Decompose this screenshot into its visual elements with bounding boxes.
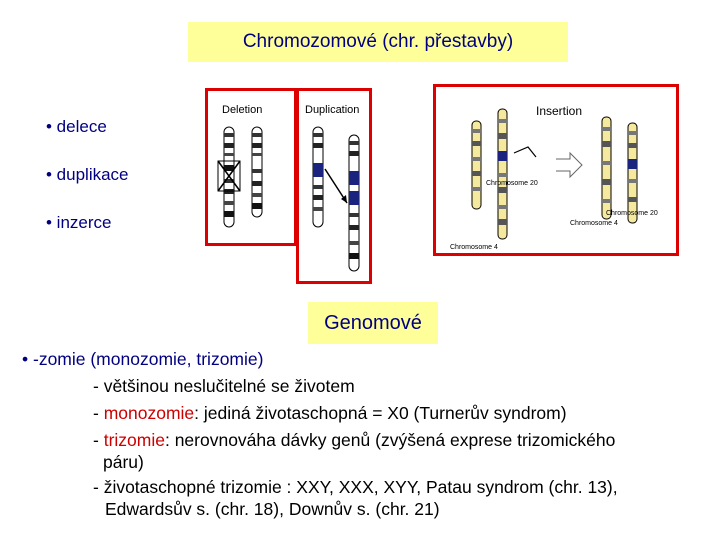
insertion-label: Insertion — [536, 104, 583, 118]
chr20-label-right: Chromosome 20 — [606, 210, 658, 217]
line-monozomie — [93, 403, 567, 425]
chr4-label-left: Chromosome 4 — [450, 244, 498, 251]
bullet-inzerce: • inzerce — [46, 213, 112, 232]
line-paru: páru) — [103, 452, 144, 472]
line-incompatible: - většinou neslučitelné se životem — [93, 376, 355, 396]
line-zomie: • -zomie (monozomie, trizomie) — [22, 349, 264, 369]
chr20-label-left: Chromosome 20 — [486, 180, 538, 187]
line-trizomie-rest: : nerovnováha dávky genů (zvýšená exprese trizomického — [164, 430, 616, 450]
line-trizomie-dash: - — [93, 430, 104, 450]
bullet-delece: • delece — [46, 117, 107, 136]
monozomie-term: monozomie — [103, 403, 195, 423]
slide-title-text: Chromozomové (chr. přestavby) — [242, 31, 514, 52]
line-monozomie-rest: : jediná životaschopná = X0 (Turnerův syndrom) — [194, 403, 567, 423]
line-syndromes: Edwardsův s. (chr. 18), Downův s. (chr. 21) — [105, 499, 440, 519]
line-trizomie — [93, 430, 615, 452]
bullet-duplikace: • duplikace — [46, 165, 129, 184]
chr4-label-right: Chromosome 4 — [570, 220, 618, 227]
deletion-label: Deletion — [222, 104, 263, 116]
trizomie-term: trizomie — [103, 430, 165, 450]
line-monozomie-dash: - — [93, 403, 104, 423]
genomove-heading-text: Genomové — [324, 311, 422, 334]
duplication-label: Duplication — [305, 104, 360, 116]
line-viable-trisomies: - životaschopné trizomie : XXY, XXX, XYY, Patau syndrom (chr. 13), — [93, 477, 618, 497]
